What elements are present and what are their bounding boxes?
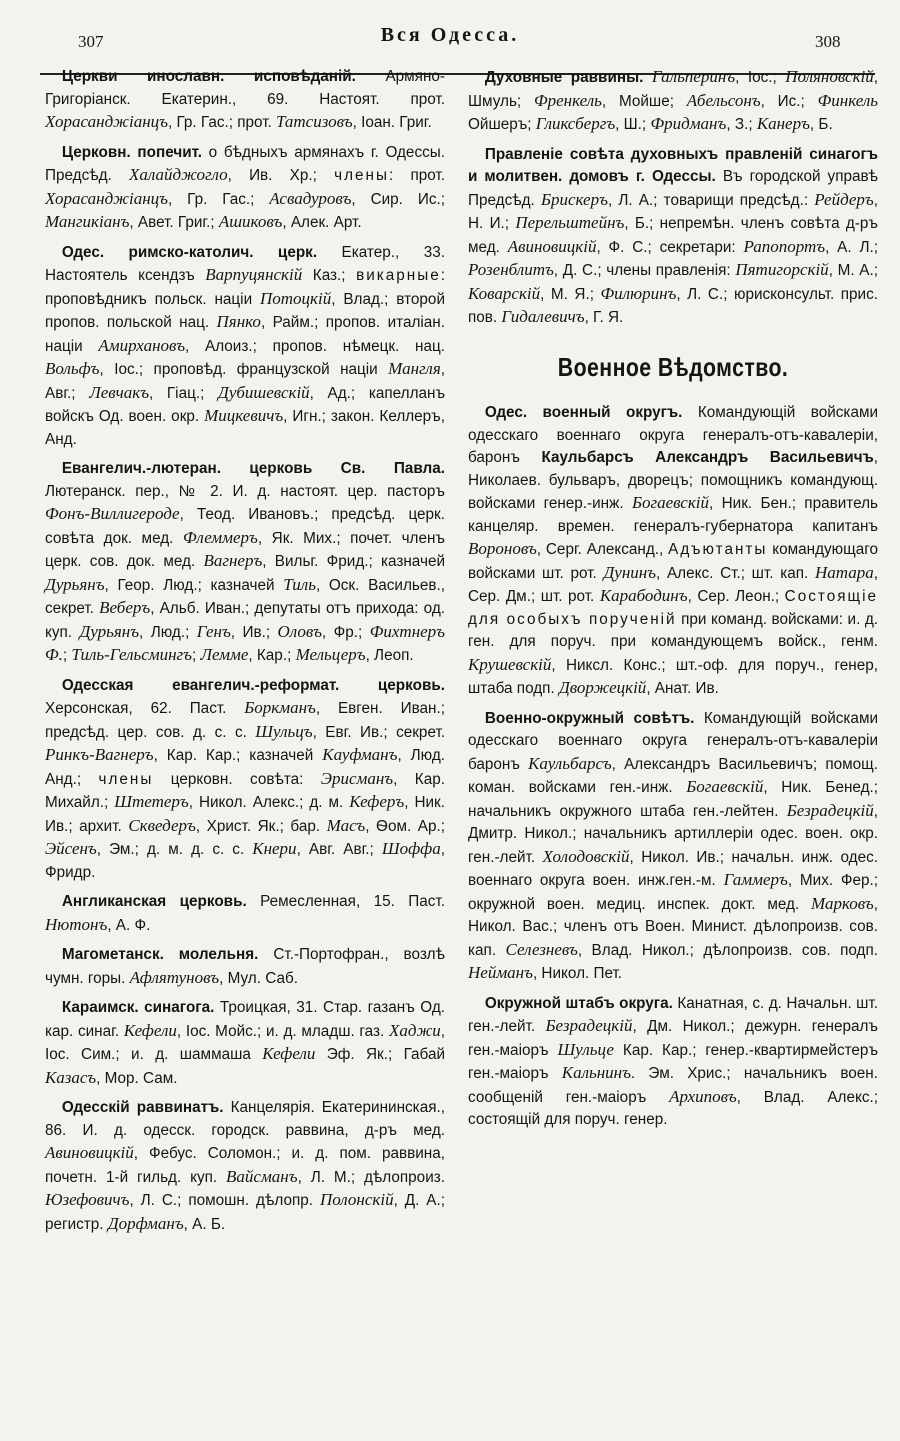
page-number-right: 308 xyxy=(815,32,841,51)
page-number-left: 307 xyxy=(78,32,104,51)
directory-entry: Военно-окружный совѣтъ. Командующій войсками одесскаго военнаго округа генералъ-отъ-кавалеріи баронъ Каульбарсъ, Александръ Васильевичъ; помощ. коман. войсками ген.-инж. Богаевскій, Ник. Бенед.; начальникъ окружного штаба ген.-лейтен. Безрадецкій, Дмитр. Никол.; начальникъ артиллеріи одес. воен. окр. ген.-лейт. Холодовскій, Никол. Ив.; начальн. инж. одес. военнаго округа воен. инж.ген.-м. Гаммеръ, Мих. Фер.; окружной воен. медиц. инспек. докт. мед. Марковъ, Никол. Вас.; членъ отъ Воен. Минист. дѣлопроизв. сов. кап. Селезневъ, Влад. Никол.; дѣлопроизв. сов. подп. Нейманъ, Никол. Пет. xyxy=(468,709,879,982)
directory-entry: Одес. военный округъ. Командующій войсками одесскаго военнаго округа генералъ-отъ-кавалеріи, баронъ Каульбарсъ Александръ Васильевичъ, Николаев. бульваръ, дворецъ; помощникъ командующ. войсками генер.-инж. Богаевскій, Ник. Бен.; правитель канцеляр. времен. генералъ-губернатора капитанъ Вороновъ, Серг. Александ., Адъютанты командующаго войсками шт. рот. Дунинъ, Алекс. Ст.; шт. кап. Натара, Сер. Дм.; шт. рот. Карабодинъ, Сер. Леон.; Состоящіе для особыхъ порученій при команд. войсками: и. д. ген. для поруч. при командующемъ войск., генм. Крушевскій, Никсл. Конс.; шт.-оф. для поруч., генер, штаба подп. Дворжецкій, Анат. Ив. xyxy=(468,404,879,697)
directory-entry: Магометанск. молельня. Ст.-Портофран., возлѣ чумн. горы. Афлятуновъ, Мул. Саб. xyxy=(45,946,445,987)
right-column-top xyxy=(468,66,878,330)
section-title: Военное Вѣдомство. xyxy=(557,351,789,382)
directory-entry: Англиканская церковь. Ремесленная, 15. Паст. Нютонъ, А. Ф. xyxy=(45,893,445,934)
right-column xyxy=(468,66,878,1139)
directory-entry: Одесская евангелич.-реформат. церковь. Херсонская, 62. Паст. Боркманъ, Евген. Иван.; предсѣд. цер. сов. д. с. с. Шульцъ, Евг. Ив.; секрет. Ринкъ-Вагнеръ, Кар. Кар.; казначей Кауфманъ, Люд. Анд.; члены церковн. совѣта: Эрисманъ, Кар. Михайл.; Штетеръ, Никол. Алекс.; д. м. Кеферъ, Ник. Ив.; архит. Скведеръ, Христ. Як.; бар. Масъ, Ѳом. Ар.; Эйсенъ, Эм.; д. м. д. с. с. Кнери, Авг. Авг.; Шоффа, Фридр. xyxy=(45,676,446,881)
right-column-bottom xyxy=(468,402,878,1132)
directory-entry: Церкви инославн. исповѣданій. Армяно-Григоріанск. Екатерин., 69. Настоят. прот. Хорасанджіанцъ, Гр. Гас.; прот. Татсизовъ, Іоан. Григ. xyxy=(45,68,446,131)
left-column xyxy=(45,66,445,1243)
directory-entry: Окружной штабъ округа. Канатная, с. д. Начальн. шт. ген.-лейт. Безрадецкій, Дм. Никол.; дежурн. генералъ ген.-маіоръ Шульце Кар. Кар.; генер.-квартирмейстеръ ген.-маіоръ Кальнинъ. Эм. Хрис.; начальникъ воен. сообщеній ген.-маіоръ Архиповъ, Влад. Алекс.; состоящій для поруч. генер. xyxy=(468,994,879,1128)
directory-entry: Евангелич.-лютеран. церковь Св. Павла. Лютеранск. пер., № 2. И. д. настоят. цер. пасторъ Фонъ-Виллигероде, Теод. Ивановъ.; предсѣд. церк. совѣта док. мед. Флеммеръ, Як. Мих.; почет. членъ церк. сов. док. мед. Вагнеръ, Вильг. Фрид.; казначей Дурьянъ, Геор. Люд.; казначей Тиль, Оск. Васильев., секрет. Веберъ, Альб. Иван.; депутаты отъ прихода: од. куп. Дурьянъ, Люд.; Генъ, Ив.; Оловъ, Фр.; Фихтнеръ Ф.; Тиль-Гельсмингъ; Лемме, Кар.; Мельцеръ, Леоп. xyxy=(45,460,446,664)
book-title: Вся Одесса. xyxy=(380,24,520,46)
running-header xyxy=(0,18,900,58)
directory-entry: Одес. римско-католич. церк. Екатер., 33. Настоятель ксендзъ Варпуцянскій Каз.; викарные: проповѣдникъ польск. націи Потоцкій, Влад.; второй пропов. польской нац. Пянко, Райм.; пропов. италіан. націи Амирхановъ, Алоиз.; пропов. нѣмецк. нац. Вольфъ, Іос.; проповѣд. французской націи Мангля, Авг.; Левчакъ, Гіац.; Дубишевскій, Ад.; капелланъ войскъ Од. воен. окр. Мицкевичъ, Игн.; закон. Келлеръ, Анд. xyxy=(45,243,446,448)
directory-entry: Духовные раввины. Гальперинъ, Іос.; Поляновскій, Шмуль; Френкель, Мойше; Абельсонъ, Ис.; Финкель Ойшеръ; Гликсбергъ, Ш.; Фридманъ, З.; Канеръ, Б. xyxy=(468,67,878,133)
directory-entry: Правленіе совѣта духовныхъ правленій синагогъ и молитвен. домовъ г. Одессы. Въ городской управѣ Предсѣд. Брискеръ, Л. А.; товарищи предсѣд.: Рейдеръ, Н. И.; Перельштейнъ, Б.; непремѣн. членъ совѣта д-ръ мед. Авиновицкій, Ф. С.; секретари: Рапопортъ, А. Л.; Розенблитъ, Д. С.; члены правленія: Пятигорскій, М. А.; Коварскій, М. Я.; Филюринъ, Л. С.; юрисконсульт. прис. пов. Гидалевичъ, Г. Я. xyxy=(468,145,879,326)
directory-entry: Одесскій раввинатъ. Канцелярія. Екатерининская., 86. И. д. одесск. городск. раввина, д-ръ мед. Авиновицкій, Фебус. Соломон.; и. д. пом. раввина, почетн. 1-й гильд. куп. Вайсманъ, Л. М.; дѣлопроиз. Юзефовичъ, Л. С.; помошн. дѣлопр. Полонскій, Д. А.; регистр. Дорфманъ, А. Б. xyxy=(45,1099,446,1233)
directory-entry: Караимск. синагога. Троицкая, 31. Стар. газанъ Од. кар. синаг. Кефели, Іос. Мойс.; и. д. младш. газ. Хаджи, Іос. Сим.; и. д. шаммаша Кефели Эф. Як.; Габай Казасъ, Мор. Сам. xyxy=(45,999,446,1087)
directory-entry: Церковн. попечит. о бѣдныхъ армянахъ г. Одессы. Предсѣд. Халайджогло, Ив. Хр.; члены: прот. Хорасанджіанцъ, Гр. Гас.; Асвадуровъ, Сир. Ис.; Мангикіанъ, Авет. Григ.; Ашиковъ, Алек. Арт. xyxy=(45,143,445,231)
